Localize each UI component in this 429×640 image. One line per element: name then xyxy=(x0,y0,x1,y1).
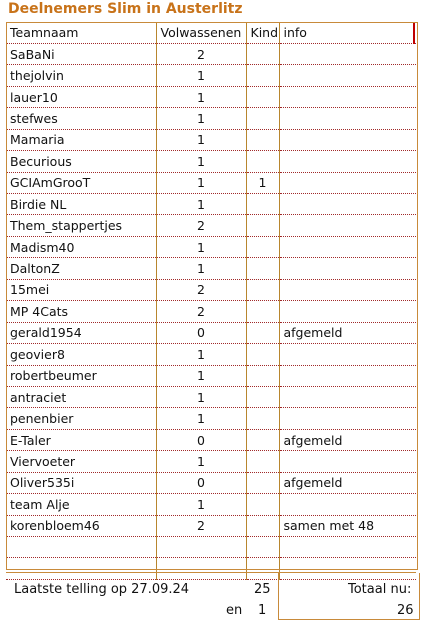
cell-kind xyxy=(246,279,279,300)
table-row xyxy=(6,279,416,300)
cell-teamnaam: 15mei xyxy=(6,279,156,300)
cell-volwassenen: 1 xyxy=(156,236,246,257)
cell-volwassenen: 0 xyxy=(156,322,246,343)
cell-info xyxy=(279,215,416,236)
cell-volwassenen: 1 xyxy=(156,151,246,172)
table-row xyxy=(6,344,416,365)
cell-volwassenen: 1 xyxy=(156,365,246,386)
table-row xyxy=(6,451,416,472)
cell-volwassenen: 2 xyxy=(156,515,246,536)
cell-volwassenen: 1 xyxy=(156,408,246,429)
cell-teamnaam: robertbeumer xyxy=(6,365,156,386)
cell-info xyxy=(279,344,416,365)
footer-summary xyxy=(6,572,416,623)
cell-info xyxy=(279,451,416,472)
cell-volwassenen: 1 xyxy=(156,386,246,407)
cell-teamnaam: Them_stappertjes xyxy=(6,215,156,236)
cell-info: afgemeld xyxy=(279,472,416,493)
table-row xyxy=(6,172,416,193)
cell-info xyxy=(279,301,416,322)
cell-info xyxy=(279,279,416,300)
table-row xyxy=(6,65,416,86)
cell-volwassenen: 1 xyxy=(156,451,246,472)
table-row xyxy=(6,365,416,386)
cell-teamnaam: Oliver535i xyxy=(6,472,156,493)
table-row xyxy=(6,108,416,129)
cell-info xyxy=(279,108,416,129)
table-row xyxy=(6,151,416,172)
cell-kind xyxy=(246,215,279,236)
cell-info xyxy=(279,151,416,172)
cell-volwassenen: 2 xyxy=(156,43,246,64)
table-body xyxy=(6,43,416,579)
cell-volwassenen: 1 xyxy=(156,494,246,515)
cell-kind xyxy=(246,451,279,472)
table-row xyxy=(6,515,416,536)
page-title: Deelnemers Slim in Austerlitz xyxy=(8,1,243,17)
cell-volwassenen: 0 xyxy=(156,429,246,450)
cell-info xyxy=(279,194,416,215)
table-row xyxy=(6,322,416,343)
table-row xyxy=(6,194,416,215)
table-row xyxy=(6,537,416,558)
cell-volwassenen: 2 xyxy=(156,301,246,322)
cell-kind xyxy=(246,472,279,493)
kids-total: 1 xyxy=(258,603,267,618)
cell-info xyxy=(279,386,416,407)
table-row xyxy=(6,258,416,279)
cell-volwassenen: 2 xyxy=(156,279,246,300)
cell-teamnaam: Mamaria xyxy=(6,129,156,150)
cell-volwassenen: 1 xyxy=(156,172,246,193)
cell-teamnaam: Becurious xyxy=(6,151,156,172)
cell-teamnaam: antraciet xyxy=(6,386,156,407)
cell-volwassenen: 1 xyxy=(156,258,246,279)
header-volwassenen: Volwassenen xyxy=(156,22,246,43)
cell-info xyxy=(279,494,416,515)
cell-kind xyxy=(246,129,279,150)
cell-kind xyxy=(246,194,279,215)
cell-kind: 1 xyxy=(246,172,279,193)
cell-volwassenen: 1 xyxy=(156,129,246,150)
cell-info xyxy=(279,537,416,558)
cell-kind xyxy=(246,365,279,386)
cell-info: afgemeld xyxy=(279,322,416,343)
cell-info xyxy=(279,365,416,386)
cell-teamnaam: gerald1954 xyxy=(6,322,156,343)
header-info: info xyxy=(279,22,416,43)
cell-volwassenen: 2 xyxy=(156,215,246,236)
cell-teamnaam: DaltonZ xyxy=(6,258,156,279)
table-row xyxy=(6,494,416,515)
cell-teamnaam: stefwes xyxy=(6,108,156,129)
cell-kind xyxy=(246,151,279,172)
cell-kind xyxy=(246,494,279,515)
table-row xyxy=(6,408,416,429)
adults-total: 25 xyxy=(254,582,271,597)
table-row xyxy=(6,386,416,407)
cell-kind xyxy=(246,43,279,64)
cell-info: afgemeld xyxy=(279,429,416,450)
cell-kind xyxy=(246,301,279,322)
cell-teamnaam: Birdie NL xyxy=(6,194,156,215)
cell-info xyxy=(279,172,416,193)
cell-teamnaam: thejolvin xyxy=(6,65,156,86)
cell-teamnaam: GCIAmGrooT xyxy=(6,172,156,193)
en-label: en xyxy=(226,603,243,618)
cell-teamnaam: E-Taler xyxy=(6,429,156,450)
header-teamnaam: Teamnaam xyxy=(6,22,156,43)
cell-kind xyxy=(246,322,279,343)
cell-kind xyxy=(246,86,279,107)
cell-info xyxy=(279,65,416,86)
cell-info: samen met 48 xyxy=(279,515,416,536)
total-label: Totaal nu: xyxy=(348,582,412,597)
cell-info xyxy=(279,86,416,107)
cell-info xyxy=(279,43,416,64)
cell-kind xyxy=(246,537,279,558)
table-row xyxy=(6,215,416,236)
cell-volwassenen: 1 xyxy=(156,344,246,365)
cell-info xyxy=(279,129,416,150)
cell-info xyxy=(279,258,416,279)
table-row xyxy=(6,129,416,150)
table-row xyxy=(6,301,416,322)
cell-kind xyxy=(246,236,279,257)
last-count-label: Laatste telling op 27.09.24 xyxy=(14,582,190,597)
cell-kind xyxy=(246,258,279,279)
cell-teamnaam: geovier8 xyxy=(6,344,156,365)
table-row xyxy=(6,429,416,450)
cell-teamnaam: korenbloem46 xyxy=(6,515,156,536)
participants-table xyxy=(6,22,416,580)
table-row xyxy=(6,43,416,64)
cell-volwassenen: 0 xyxy=(156,472,246,493)
participants-table-container xyxy=(6,22,420,580)
cell-teamnaam: Viervoeter xyxy=(6,451,156,472)
cell-volwassenen: 1 xyxy=(156,108,246,129)
cell-volwassenen: 1 xyxy=(156,65,246,86)
cell-kind xyxy=(246,344,279,365)
table-row xyxy=(6,86,416,107)
info-header-marker xyxy=(413,23,415,44)
header-kind: Kind xyxy=(246,22,279,43)
cell-kind xyxy=(246,386,279,407)
cell-volwassenen xyxy=(156,537,246,558)
cell-teamnaam: penenbier xyxy=(6,408,156,429)
cell-kind xyxy=(246,408,279,429)
cell-kind xyxy=(246,429,279,450)
cell-teamnaam: Madism40 xyxy=(6,236,156,257)
total-value: 26 xyxy=(397,603,414,618)
cell-kind xyxy=(246,108,279,129)
cell-volwassenen: 1 xyxy=(156,194,246,215)
cell-teamnaam xyxy=(6,537,156,558)
cell-volwassenen: 1 xyxy=(156,86,246,107)
cell-teamnaam: lauer10 xyxy=(6,86,156,107)
table-row xyxy=(6,472,416,493)
header-row xyxy=(6,22,416,43)
cell-kind xyxy=(246,515,279,536)
cell-info xyxy=(279,236,416,257)
cell-teamnaam: MP 4Cats xyxy=(6,301,156,322)
table-row xyxy=(6,236,416,257)
cell-kind xyxy=(246,65,279,86)
cell-teamnaam: team Alje xyxy=(6,494,156,515)
cell-teamnaam: SaBaNi xyxy=(6,43,156,64)
cell-info xyxy=(279,408,416,429)
